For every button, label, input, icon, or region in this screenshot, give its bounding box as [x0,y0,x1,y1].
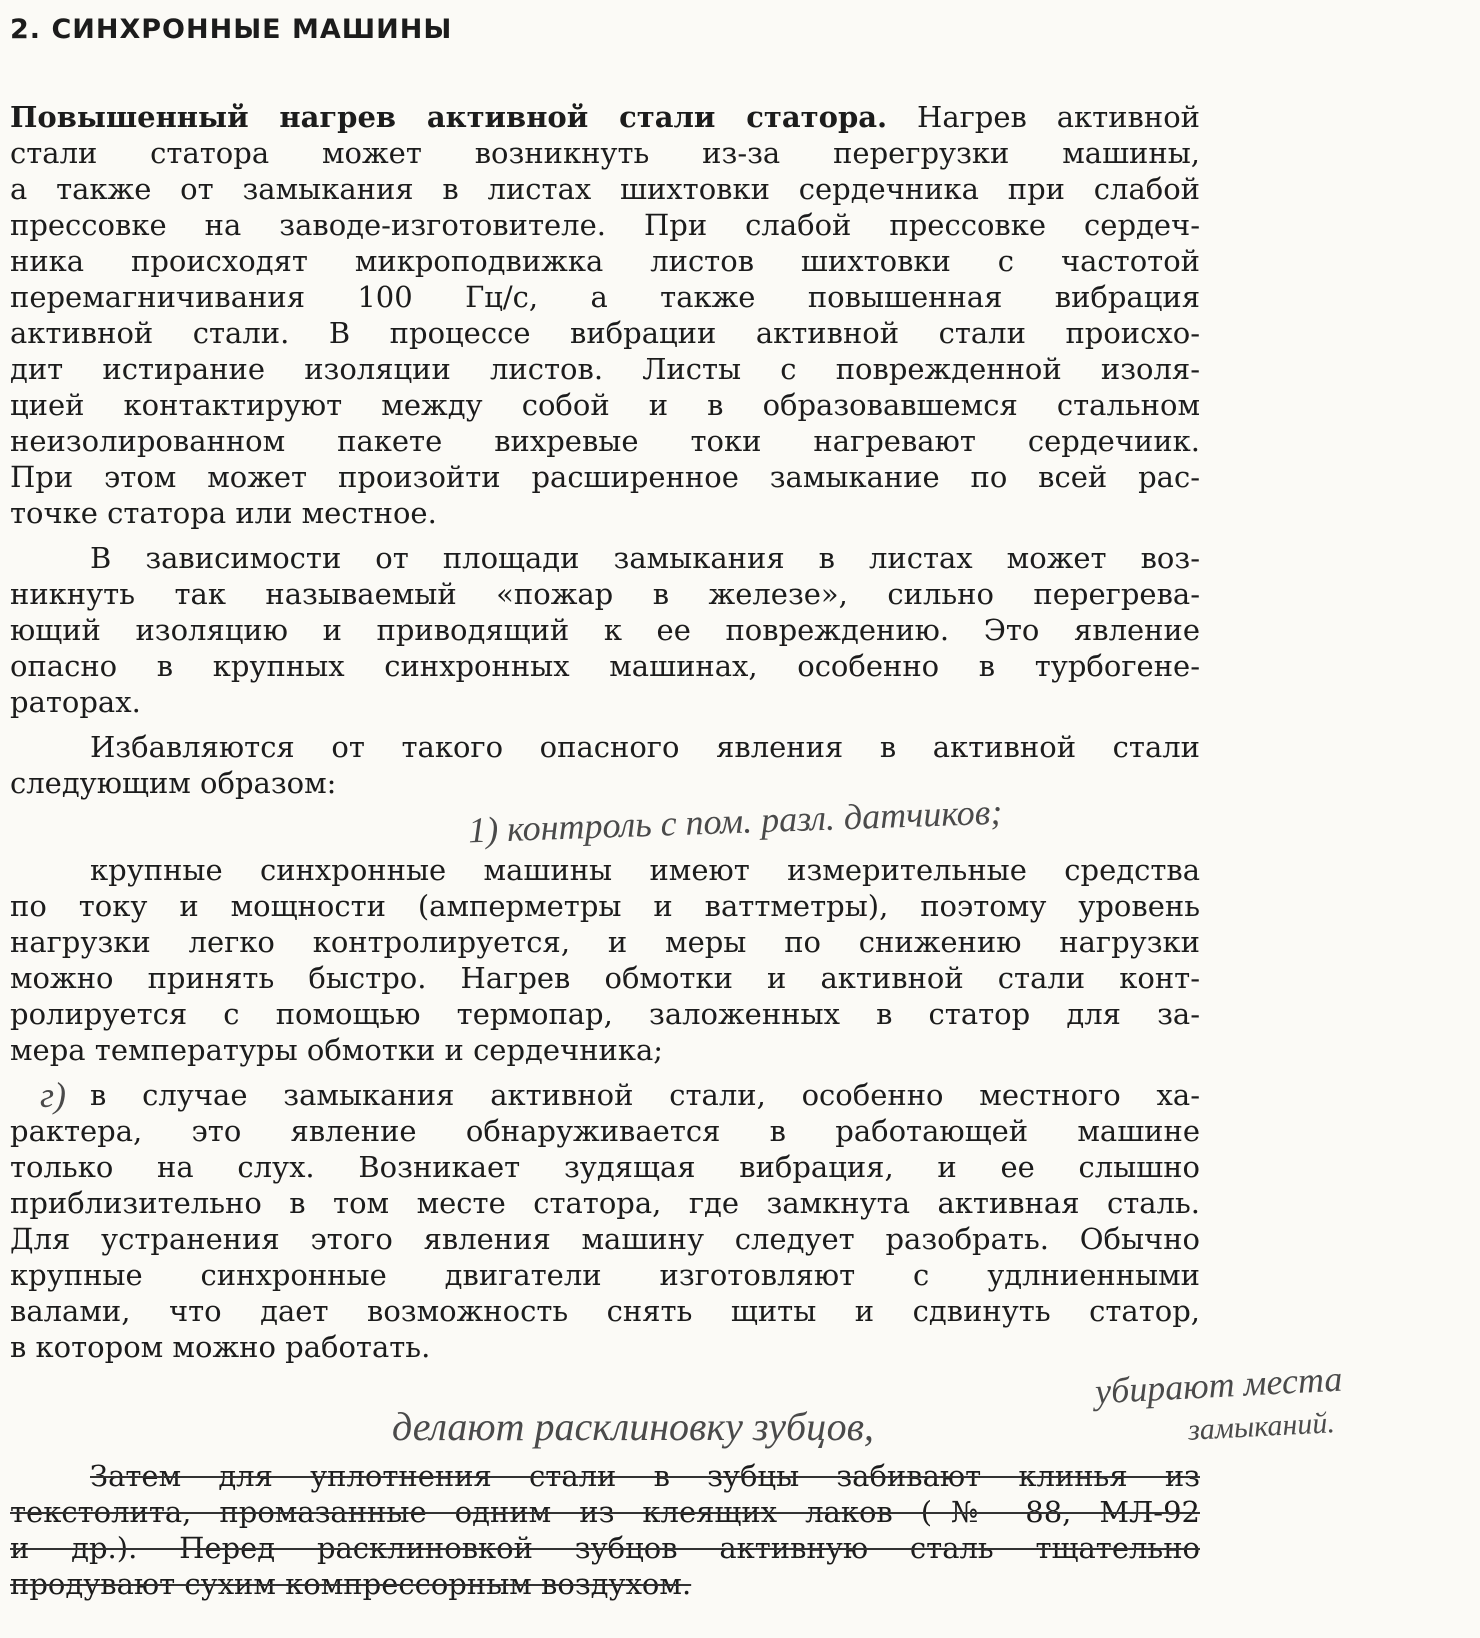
handwritten-note-remove-2: замыканий. [1187,1406,1336,1447]
paragraph [10,1458,1200,1602]
handwritten-marker-g: г) [40,1075,67,1115]
text-line: в случае замыкания активной стали, особенно местного ха- [90,1078,1200,1112]
text-line: неизолированном пакете вихревые токи нагревают сердечиик. [10,424,1200,458]
text-line: только на слух. Возникает зудящая вибрация, и ее слышно [10,1150,1200,1184]
text-line: по току и мощности (амперметры и ваттметры), поэтому уровень [10,889,1200,923]
text-line: При этом может произойти расширенное замыкание по всей рас- [10,460,1200,494]
text-line: крупные синхронные двигатели изготовляют с удлниенными [10,1258,1200,1292]
text-line: и др.). Перед расклиновкой зубцов активную сталь тщательно [10,1531,1200,1565]
text-line: стали статора может возникнуть из-за перегрузки машины, [10,136,1200,170]
handwritten-note-wedging: делают расклиновку зубцов, [392,1404,874,1449]
text-line: текстолита, промазанные одним из клеящих лаков (№ 88, МЛ-92 [10,1495,1200,1529]
text-line: мера температуры обмотки и сердечника; [10,1033,664,1067]
text-line: Повышенный нагрев активной стали статора. Нагрев активной [10,100,1200,134]
text-line: дит истирание изоляции листов. Листы с поврежденной изоля- [10,352,1200,386]
text-line: Избавляются от такого опасного явления в активной стали [90,730,1200,764]
paragraph-heading: Повышенный нагрев активной стали статора. [10,100,888,134]
document-body [10,99,1344,1602]
text-line: приблизительно в том месте статора, где замкнута активная сталь. [10,1186,1200,1220]
text-line: в котором можно работать. [10,1330,431,1364]
text-line: следующим образом: [10,766,337,800]
paragraph [10,540,1200,720]
text-line: цией контактируют между собой и в образовавшемся стальном [10,388,1200,422]
text-line: опасно в крупных синхронных машинах, особенно в турбогене- [10,649,1200,683]
text-line: перемагничивания 100 Гц/с, а также повышенная вибрация [10,280,1200,314]
paragraph [10,1077,1200,1365]
text-line: ника происходят микроподвижка листов шихтовки с частотой [10,244,1200,278]
text-line: раторах. [10,685,141,719]
text-line: а также от замыкания в листах шихтовки сердечника при слабой [10,172,1200,206]
text-line: никнуть так называемый «пожар в железе», сильно перегрева- [10,577,1200,611]
paragraph [10,729,1200,801]
text-line: точке статора или местное. [10,496,437,530]
handwritten-row [10,1358,1410,1412]
text-line: Для устранения этого явления машину следует разобрать. Обычно [10,1222,1200,1256]
text-line: валами, что дает возможность снять щиты и сдвинуть статор, [10,1294,1200,1328]
handwritten-note-control: 1) контроль с пом. разл. датчиков; [467,791,1003,851]
section-title: 2. СИНХРОННЫЕ МАШИНЫ [10,14,453,45]
text-line: рактера, это явление обнаруживается в работающей машине [10,1114,1200,1148]
text-line: прессовке на заводе-изготовителе. При слабой прессовке сердеч- [10,208,1200,242]
text-line: можно принять быстро. Нагрев обмотки и активной стали конт- [10,961,1200,995]
paragraph [10,99,1200,531]
handwritten-row [10,791,1410,851]
text-line: крупные синхронные машины имеют измерительные средства [90,853,1200,887]
paragraph [10,852,1200,1068]
text-line: активной стали. В процессе вибрации активной стали происхо- [10,316,1200,350]
handwritten-row [10,1404,1410,1449]
text-line: ролируется с помощью термопар, заложенных в статор для за- [10,997,1200,1031]
text-line: В зависимости от площади замыкания в листах может воз- [90,541,1200,575]
text-line: Затем для уплотнения стали в зубцы забивают клинья из [90,1459,1200,1493]
text-line: нагрузки легко контролируется, и меры по снижению нагрузки [10,925,1200,959]
handwritten-note-remove-1: убирают места [1094,1358,1344,1412]
text-line: ющий изоляцию и приводящий к ее повреждению. Это явление [10,613,1200,647]
text-line: продувают сухим компрессорным воздухом. [10,1567,692,1601]
